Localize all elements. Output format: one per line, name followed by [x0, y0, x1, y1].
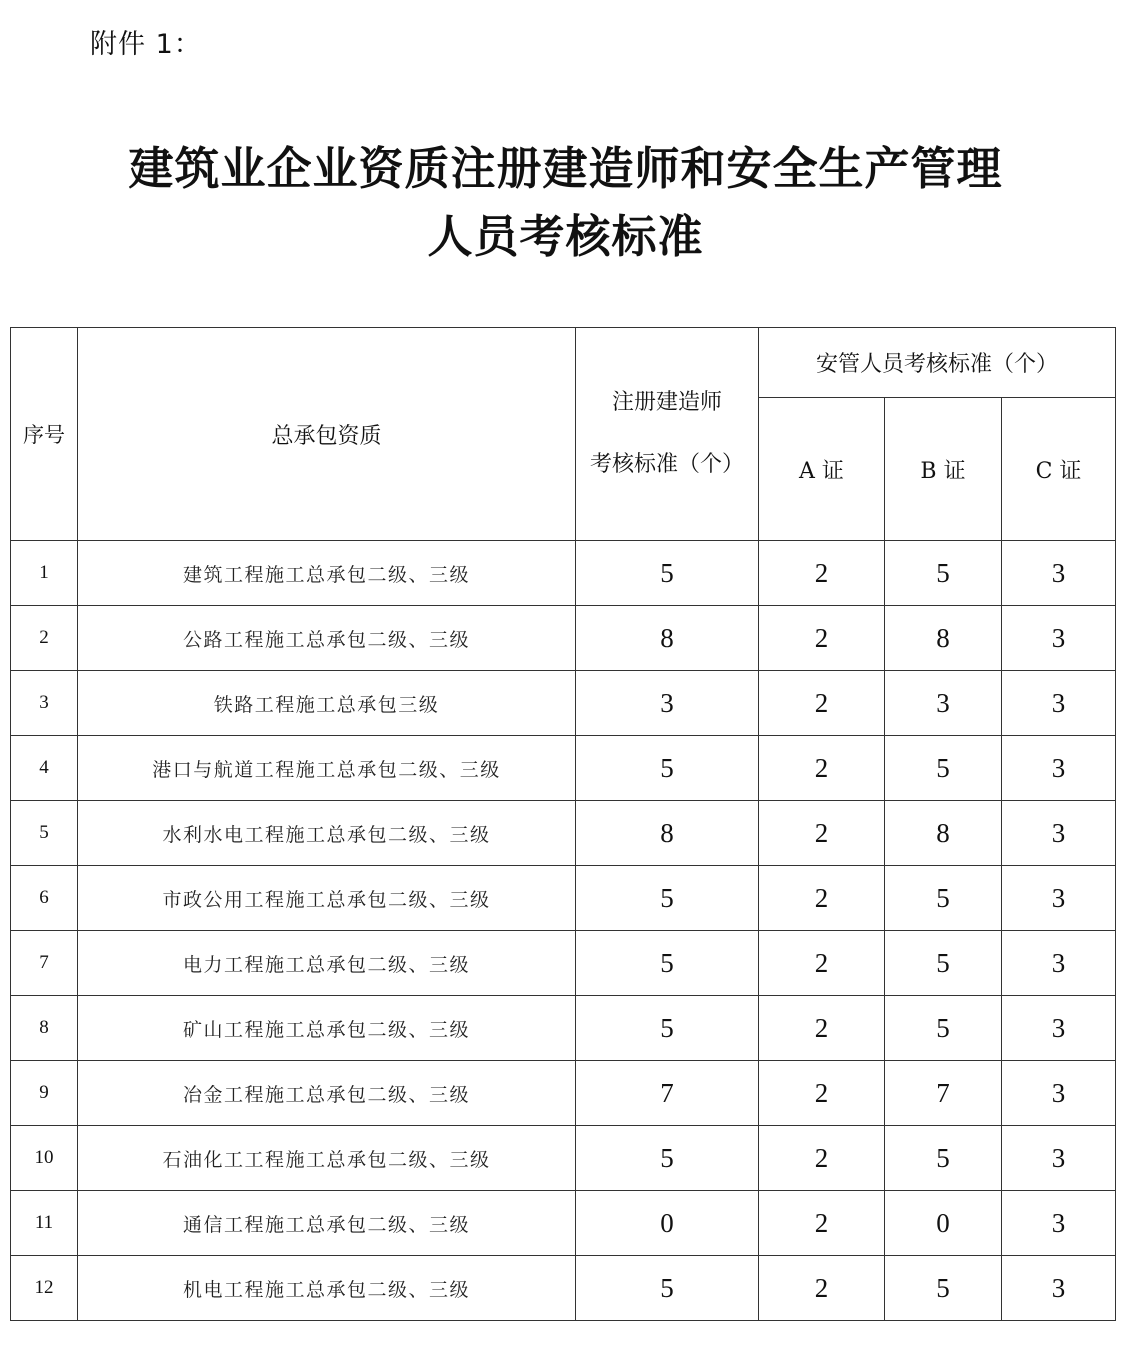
cell-registered-constructor: 8 [576, 606, 759, 671]
table-row [11, 606, 1116, 671]
header-qualification: 总承包资质 [78, 328, 576, 541]
assessment-standards-table [10, 327, 1116, 1321]
cell-cert-c: 3 [1002, 996, 1116, 1061]
cell-cert-c: 3 [1002, 541, 1116, 606]
cell-cert-a: 2 [759, 1191, 885, 1256]
cell-cert-b: 8 [885, 606, 1002, 671]
cell-registered-constructor: 5 [576, 996, 759, 1061]
cell-seq: 8 [11, 996, 78, 1061]
table-row [11, 866, 1116, 931]
cell-cert-a: 2 [759, 736, 885, 801]
cell-qualification: 建筑工程施工总承包二级、三级 [78, 541, 576, 606]
cell-registered-constructor: 5 [576, 866, 759, 931]
table-body [11, 541, 1116, 1321]
table-row [11, 1191, 1116, 1256]
table-row [11, 1126, 1116, 1191]
header-registered-line-2: 考核标准（个） [589, 452, 744, 477]
cell-cert-c: 3 [1002, 606, 1116, 671]
cell-registered-constructor: 8 [576, 801, 759, 866]
header-seq: 序号 [11, 328, 78, 541]
cell-qualification: 水利水电工程施工总承包二级、三级 [78, 801, 576, 866]
cell-qualification: 通信工程施工总承包二级、三级 [78, 1191, 576, 1256]
cell-cert-a: 2 [759, 606, 885, 671]
cell-cert-b: 5 [885, 866, 1002, 931]
cell-cert-b: 5 [885, 1126, 1002, 1191]
cell-registered-constructor: 5 [576, 931, 759, 996]
cell-cert-c: 3 [1002, 1256, 1116, 1321]
cell-registered-constructor: 5 [576, 541, 759, 606]
cell-registered-constructor: 5 [576, 736, 759, 801]
cell-cert-b: 5 [885, 996, 1002, 1061]
cell-cert-a: 2 [759, 801, 885, 866]
cell-cert-b: 7 [885, 1061, 1002, 1126]
cell-seq: 6 [11, 866, 78, 931]
cell-seq: 5 [11, 801, 78, 866]
cell-qualification: 矿山工程施工总承包二级、三级 [78, 996, 576, 1061]
cell-cert-a: 2 [759, 1256, 885, 1321]
cell-registered-constructor: 7 [576, 1061, 759, 1126]
cell-qualification: 市政公用工程施工总承包二级、三级 [78, 866, 576, 931]
cell-cert-c: 3 [1002, 1191, 1116, 1256]
header-cert-a: A 证 [759, 398, 885, 541]
table-row [11, 996, 1116, 1061]
cell-cert-c: 3 [1002, 736, 1116, 801]
cell-cert-b: 5 [885, 931, 1002, 996]
cell-cert-a: 2 [759, 541, 885, 606]
cell-cert-b: 3 [885, 671, 1002, 736]
document-title-line-1: 建筑业企业资质注册建造师和安全生产管理 [128, 142, 1003, 195]
cell-cert-a: 2 [759, 1126, 885, 1191]
cell-seq: 3 [11, 671, 78, 736]
cell-qualification: 机电工程施工总承包二级、三级 [78, 1256, 576, 1321]
cell-qualification: 冶金工程施工总承包二级、三级 [78, 1061, 576, 1126]
cell-registered-constructor: 5 [576, 1256, 759, 1321]
cell-cert-b: 5 [885, 541, 1002, 606]
cell-seq: 12 [11, 1256, 78, 1321]
table-row [11, 1061, 1116, 1126]
cell-cert-c: 3 [1002, 931, 1116, 996]
cell-seq: 9 [11, 1061, 78, 1126]
header-registered-line-1: 注册建造师 [611, 390, 722, 415]
cell-cert-c: 3 [1002, 866, 1116, 931]
cell-qualification: 石油化工工程施工总承包二级、三级 [78, 1126, 576, 1191]
cell-cert-c: 3 [1002, 671, 1116, 736]
cell-cert-b: 5 [885, 736, 1002, 801]
cell-cert-a: 2 [759, 931, 885, 996]
attachment-label: 附件 1： [90, 29, 202, 60]
cell-cert-a: 2 [759, 671, 885, 736]
table-row [11, 541, 1116, 606]
cell-qualification: 公路工程施工总承包二级、三级 [78, 606, 576, 671]
cell-seq: 4 [11, 736, 78, 801]
cell-registered-constructor: 3 [576, 671, 759, 736]
table-row [11, 801, 1116, 866]
cell-seq: 1 [11, 541, 78, 606]
cell-cert-a: 2 [759, 996, 885, 1061]
header-cert-b: B 证 [885, 398, 1002, 541]
cell-seq: 10 [11, 1126, 78, 1191]
cell-cert-a: 2 [759, 1061, 885, 1126]
cell-seq: 11 [11, 1191, 78, 1256]
header-safety-personnel-group: 安管人员考核标准（个） [759, 328, 1116, 398]
cell-cert-b: 5 [885, 1256, 1002, 1321]
table-row [11, 736, 1116, 801]
header-cert-c: C 证 [1002, 398, 1116, 541]
cell-cert-a: 2 [759, 866, 885, 931]
cell-cert-c: 3 [1002, 1061, 1116, 1126]
document-title-line-2: 人员考核标准 [427, 210, 704, 263]
table-header-row [11, 328, 1116, 398]
table-row [11, 671, 1116, 736]
table-row [11, 1256, 1116, 1321]
cell-cert-c: 3 [1002, 1126, 1116, 1191]
cell-seq: 7 [11, 931, 78, 996]
cell-qualification: 港口与航道工程施工总承包二级、三级 [78, 736, 576, 801]
cell-cert-b: 0 [885, 1191, 1002, 1256]
cell-qualification: 电力工程施工总承包二级、三级 [78, 931, 576, 996]
cell-registered-constructor: 5 [576, 1126, 759, 1191]
header-registered-constructor [576, 328, 759, 541]
table-row [11, 931, 1116, 996]
cell-registered-constructor: 0 [576, 1191, 759, 1256]
cell-cert-c: 3 [1002, 801, 1116, 866]
cell-qualification: 铁路工程施工总承包三级 [78, 671, 576, 736]
cell-cert-b: 8 [885, 801, 1002, 866]
cell-seq: 2 [11, 606, 78, 671]
